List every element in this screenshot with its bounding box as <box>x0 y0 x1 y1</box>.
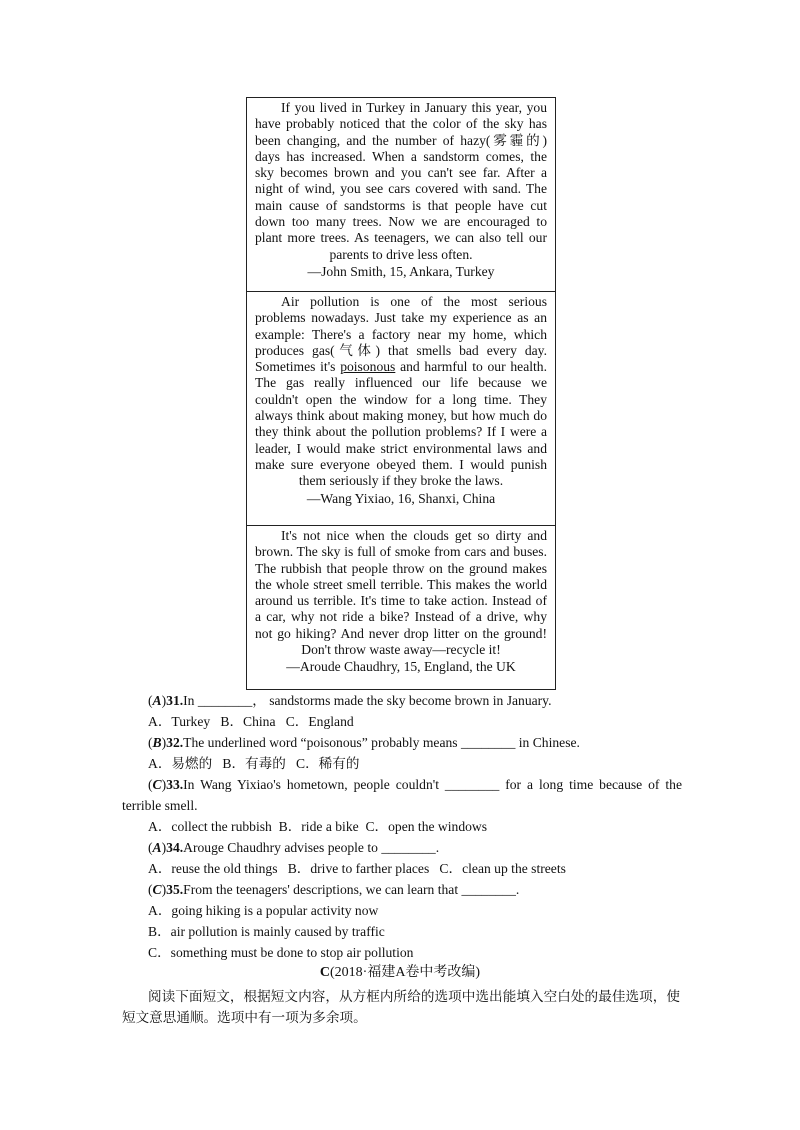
question-34: (A)34.Arouge Chaudhry advises people to ________. <box>148 840 440 855</box>
question-35: (C)35.From the teenagers' descriptions, we can learn that ________. <box>148 882 520 897</box>
question-stem: In ________， sandstorms made the sky become brown in January. <box>183 693 552 708</box>
options-33: A．collect the rubbish B．ride a bike C．open the windows <box>148 819 488 834</box>
question-33: (C)33.In Wang Yixiao's hometown, people couldn't ________ for a long time because of the terrible smell. <box>122 777 682 813</box>
question-number: 31. <box>166 693 184 708</box>
question-stem: Arouge Chaudhry advises people to ________. <box>183 840 440 855</box>
question-number: 33. <box>166 777 184 792</box>
question-number: 32. <box>166 735 184 750</box>
passage-signature: —Aroude Chaudhry, 15, England, the UK <box>286 659 516 675</box>
question-32: (B)32.The underlined word “poisonous” probably means ________ in Chinese. <box>148 735 580 750</box>
section-letter: C <box>319 965 330 980</box>
passage-turkey <box>247 98 555 292</box>
question-number: 35. <box>166 882 184 897</box>
passage-uk <box>247 526 555 689</box>
passage-body <box>255 294 547 490</box>
passage-text: Air pollution is one of the most serious problems nowadays. Just take my experience as an example: There's a factory near my home, which produces gas(气体) that smells bad every day. Sometimes it's <box>255 294 547 375</box>
passage-text: and harmful to our health. The gas really influenced our life because we couldn't open the window for a long time. They always think about making money, but how much do they think about the pollution problems? If I were a leader, I would make strict environmental laws and make sure everyone obeyed them. I would punish them seriously if they broke the laws. <box>255 359 547 489</box>
question-stem: The underlined word “poisonous” probably means ________ in Chinese. <box>183 735 580 750</box>
options-32: A．易燃的 B．有毒的 C．稀有的 <box>148 756 360 771</box>
answer-mark: A <box>152 693 162 708</box>
underlined-word: poisonous <box>340 359 396 375</box>
passage-signature: —John Smith, 15, Ankara, Turkey <box>307 263 495 279</box>
section-instructions: 阅读下面短文，根据短文内容，从方框内所给的选项中选出能填入空白处的最佳选项，使短文意思通顺。选项中有一项为多余项。 <box>122 989 680 1025</box>
answer-mark: C <box>152 777 162 792</box>
answer-mark: C <box>152 882 162 897</box>
passage-table <box>246 97 556 690</box>
passage-body: If you lived in Turkey in January this year, you have probably noticed that the color of the sky has been changing, and the number of hazy(雾霾的) days has increased. When a sandstorm comes, the sky becomes brown and you can't see far. After a night of wind, you see cars covered with sand. The main cause of sandstorms is that people have cut down too many trees. Now we are encouraged to plant more trees. As teenagers, we can also tell our parents to drive less often. <box>255 100 547 262</box>
passage-body: It's not nice when the clouds get so dirty and brown. The sky is full of smoke from cars and buses. The rubbish that people throw on the ground makes the whole street smell terrible. This makes the world around us terrible. It's time to take action. Instead of a car, why not ride a bike? Instead of a drive, why not go hiking? And never drop litter on the ground! Don't throw waste away—recycle it! <box>255 528 547 658</box>
question-stem: From the teenagers' descriptions, we can learn that ________. <box>183 882 520 897</box>
answer-mark: B <box>152 735 162 750</box>
option-35-a: A．going hiking is a popular activity now <box>148 903 379 918</box>
question-number: 34. <box>166 840 184 855</box>
question-stem: In Wang Yixiao's hometown, people couldn't ________ for a long time because of the terrible smell. <box>122 777 682 813</box>
options-34: A．reuse the old things B．drive to farther places C．clean up the streets <box>148 861 566 876</box>
option-35-c: C．something must be done to stop air pollution <box>148 945 414 960</box>
answer-mark: A <box>152 840 162 855</box>
question-31: (A)31.In ________， sandstorms made the sky become brown in January. <box>148 693 552 708</box>
section-title <box>0 962 800 983</box>
passage-signature: —Wang Yixiao, 16, Shanxi, China <box>306 490 496 506</box>
options-31: A．Turkey B．China C．England <box>148 714 354 729</box>
option-35-b: B．air pollution is mainly caused by traffic <box>148 924 385 939</box>
passage-china <box>247 292 555 526</box>
section-source: (2018·福建A卷中考改编) <box>330 965 481 980</box>
